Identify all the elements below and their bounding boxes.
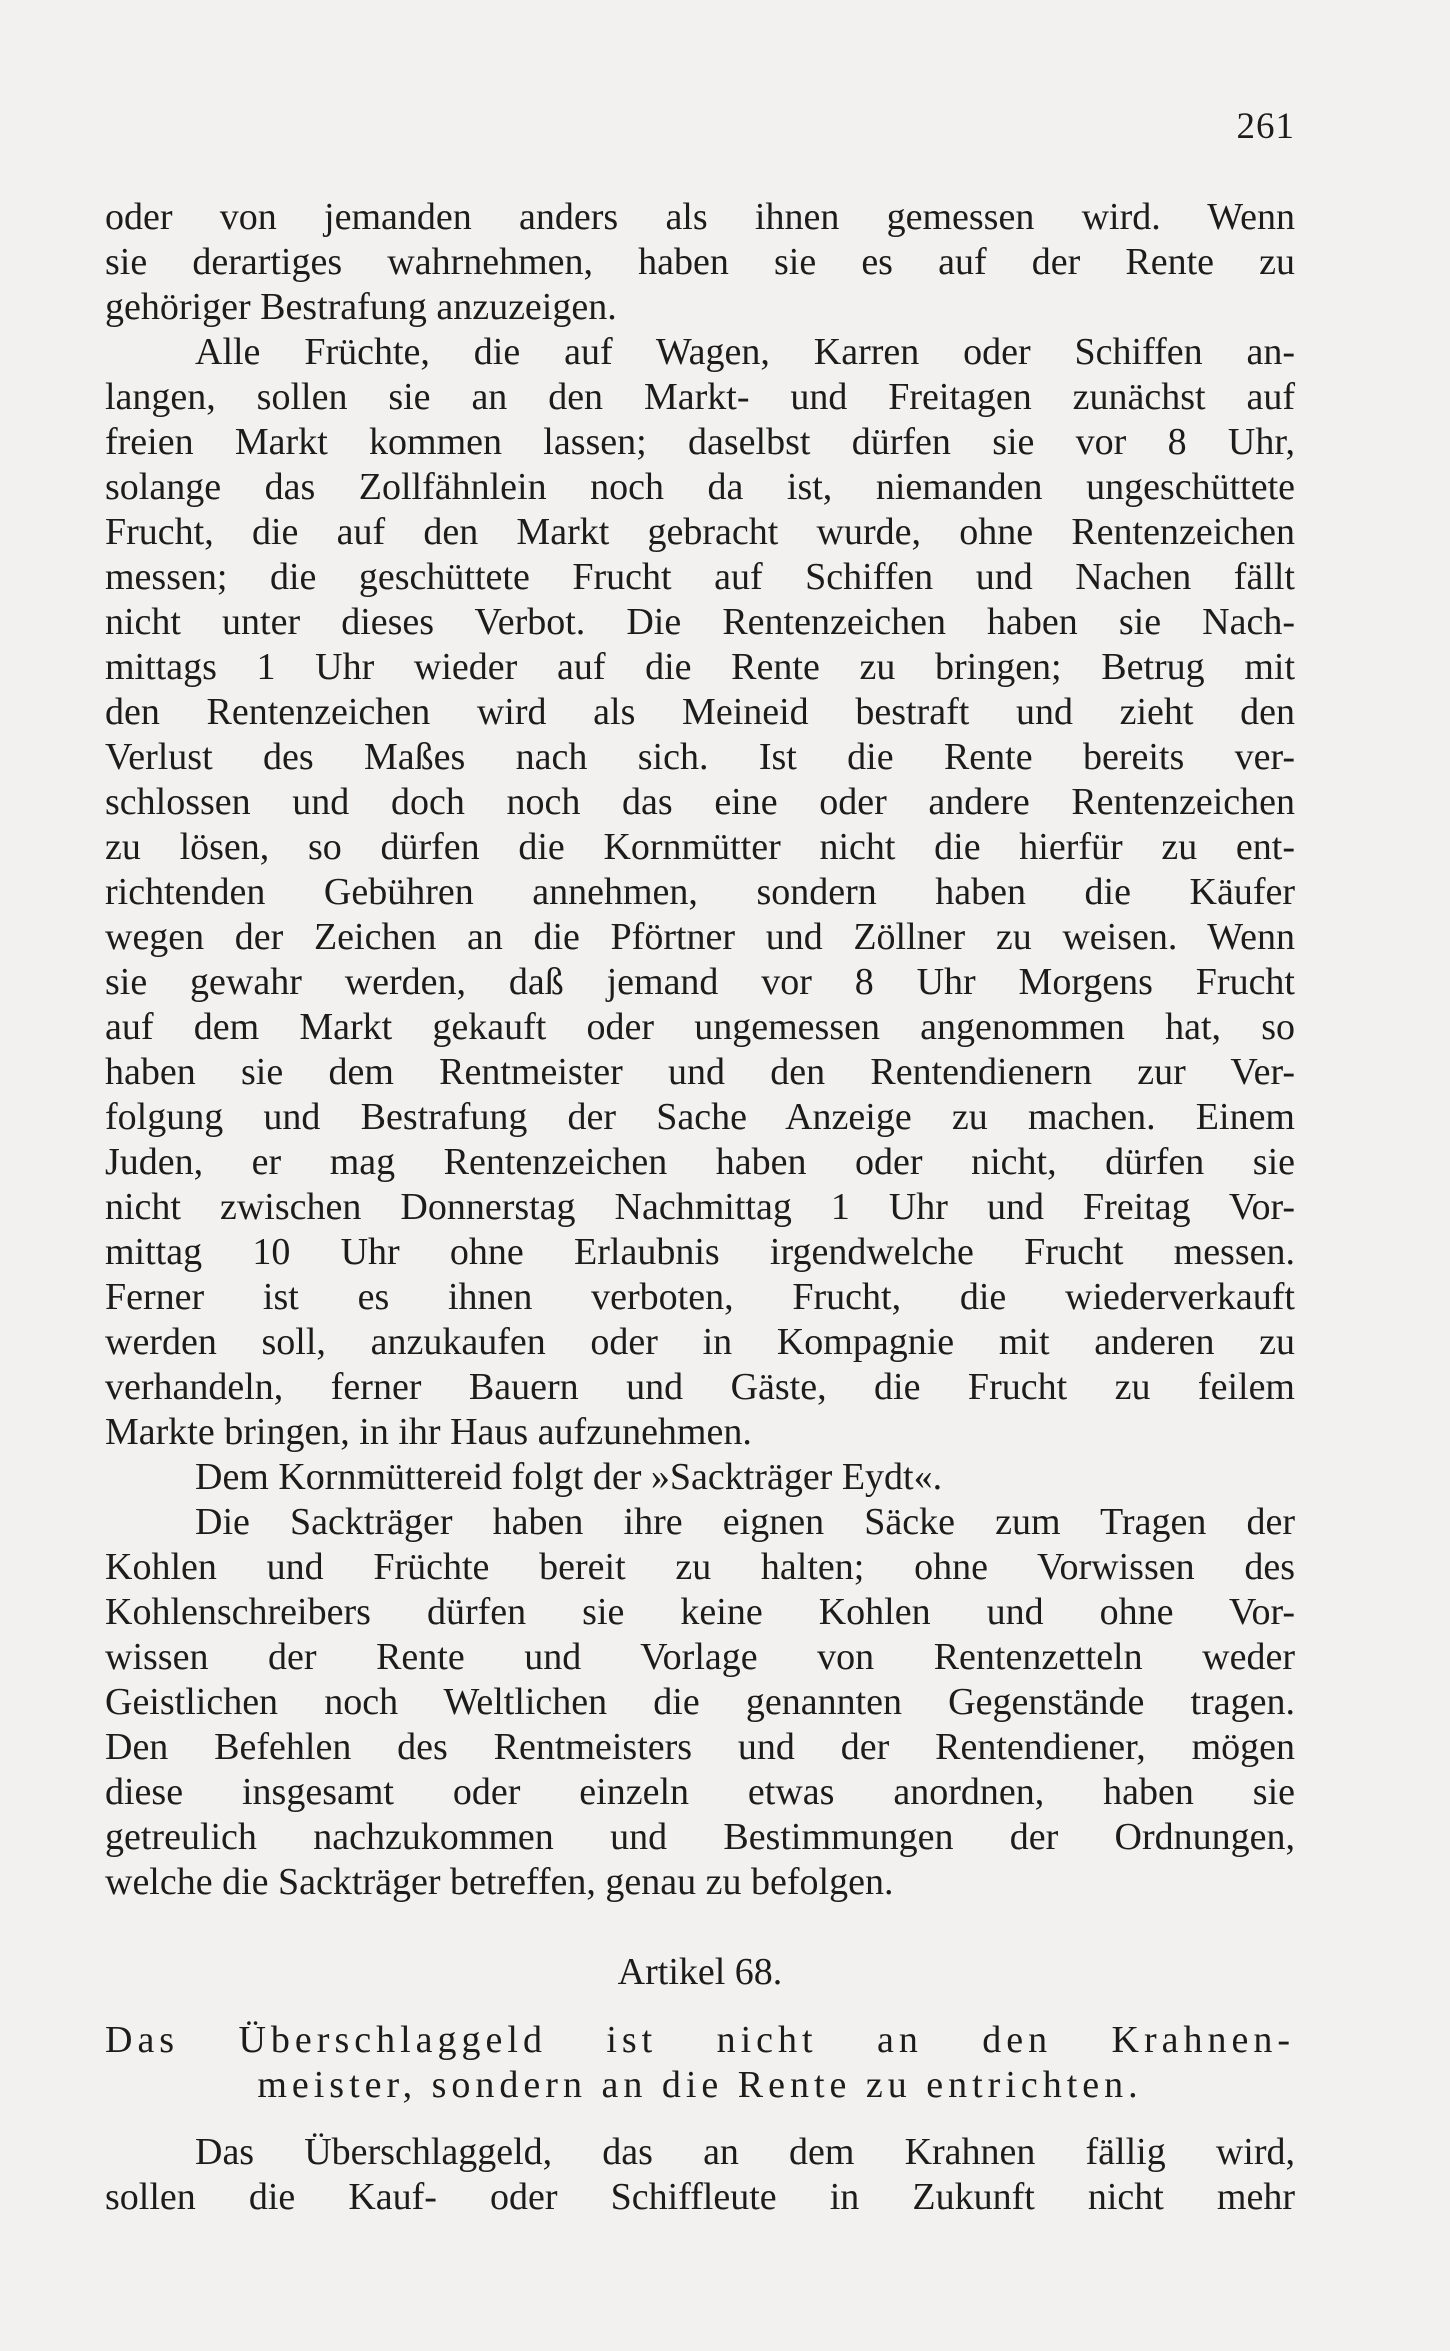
summary-line: Das Überschlaggeld ist nicht an den Krahnen- [105, 2019, 1295, 2061]
text-line: Dem Kornmüttereid folgt der »Sackträger Eydt«. [195, 1456, 943, 1498]
text-line: sie gewahr werden, daß jemand vor 8 Uhr Morgens Frucht [105, 961, 1295, 1003]
text-line: Die Sackträger haben ihre eignen Säcke zum Tragen der [195, 1501, 1295, 1543]
summary-line: meister, sondern an die Rente zu entrichten. [257, 2064, 1143, 2106]
text-line: mittags 1 Uhr wieder auf die Rente zu bringen; Betrug mit [105, 646, 1295, 688]
body-text [105, 195, 1295, 1905]
text-line: den Rentenzeichen wird als Meineid bestraft und zieht den [105, 691, 1295, 733]
text-line: Kohlen und Früchte bereit zu halten; ohne Vorwissen des [105, 1546, 1295, 1588]
text-line: oder von jemanden anders als ihnen gemessen wird. Wenn [105, 196, 1295, 238]
text-line: verhandeln, ferner Bauern und Gäste, die Frucht zu feilem [105, 1366, 1295, 1408]
text-line: gehöriger Bestrafung anzuzeigen. [105, 286, 617, 328]
text-line: haben sie dem Rentmeister und den Rentendienern zur Ver- [105, 1051, 1295, 1093]
text-line: getreulich nachzukommen und Bestimmungen der Ordnungen, [105, 1816, 1295, 1858]
text-line: mittag 10 Uhr ohne Erlaubnis irgendwelche Frucht messen. [105, 1231, 1295, 1273]
text-line: Markte bringen, in ihr Haus aufzunehmen. [105, 1411, 752, 1453]
text-line: langen, sollen sie an den Markt- und Freitagen zunächst auf [105, 376, 1295, 418]
text-line: Ferner ist es ihnen verboten, Frucht, die wiederverkauft [105, 1276, 1295, 1318]
text-line: Kohlenschreibers dürfen sie keine Kohlen und ohne Vor- [105, 1591, 1295, 1633]
text-line: nicht unter dieses Verbot. Die Rentenzeichen haben sie Nach- [105, 601, 1295, 643]
text-line: freien Markt kommen lassen; daselbst dürfen sie vor 8 Uhr, [105, 421, 1295, 463]
text-line: Geistlichen noch Weltlichen die genannten Gegenstände tragen. [105, 1681, 1295, 1723]
text-line: auf dem Markt gekauft oder ungemessen angenommen hat, so [105, 1006, 1295, 1048]
closing-text [105, 2130, 1295, 2220]
text-line: Juden, er mag Rentenzeichen haben oder nicht, dürfen sie [105, 1141, 1295, 1183]
article-summary [105, 2018, 1295, 2108]
text-line: diese insgesamt oder einzeln etwas anordnen, haben sie [105, 1771, 1295, 1813]
text-line: solange das Zollfähnlein noch da ist, niemanden ungeschüttete [105, 466, 1295, 508]
text-line: welche die Sackträger betreffen, genau zu befolgen. [105, 1861, 894, 1903]
text-line: richtenden Gebühren annehmen, sondern haben die Käufer [105, 871, 1295, 913]
text-line: messen; die geschüttete Frucht auf Schiffen und Nachen fällt [105, 556, 1295, 598]
article-heading: Artikel 68. [617, 1951, 783, 1993]
text-line: folgung und Bestrafung der Sache Anzeige zu machen. Einem [105, 1096, 1295, 1138]
text-line: Den Befehlen des Rentmeisters und der Rentendiener, mögen [105, 1726, 1295, 1768]
text-line: wegen der Zeichen an die Pförtner und Zöllner zu weisen. Wenn [105, 916, 1295, 958]
text-line: Das Überschlaggeld, das an dem Krahnen fällig wird, [195, 2131, 1295, 2173]
text-line: schlossen und doch noch das eine oder andere Rentenzeichen [105, 781, 1295, 823]
text-line: Frucht, die auf den Markt gebracht wurde, ohne Rentenzeichen [105, 511, 1295, 553]
text-line: wissen der Rente und Vorlage von Rentenzetteln weder [105, 1636, 1295, 1678]
text-line: Alle Früchte, die auf Wagen, Karren oder Schiffen an- [195, 331, 1295, 373]
page-number: 261 [1236, 106, 1295, 147]
text-line: Verlust des Maßes nach sich. Ist die Rente bereits ver- [105, 736, 1295, 778]
text-line: zu lösen, so dürfen die Kornmütter nicht die hierfür zu ent- [105, 826, 1295, 868]
text-line: werden soll, anzukaufen oder in Kompagnie mit anderen zu [105, 1321, 1295, 1363]
text-line: nicht zwischen Donnerstag Nachmittag 1 Uhr und Freitag Vor- [105, 1186, 1295, 1228]
text-line: sie derartiges wahrnehmen, haben sie es auf der Rente zu [105, 241, 1295, 283]
text-line: sollen die Kauf- oder Schiffleute in Zukunft nicht mehr [105, 2176, 1295, 2218]
